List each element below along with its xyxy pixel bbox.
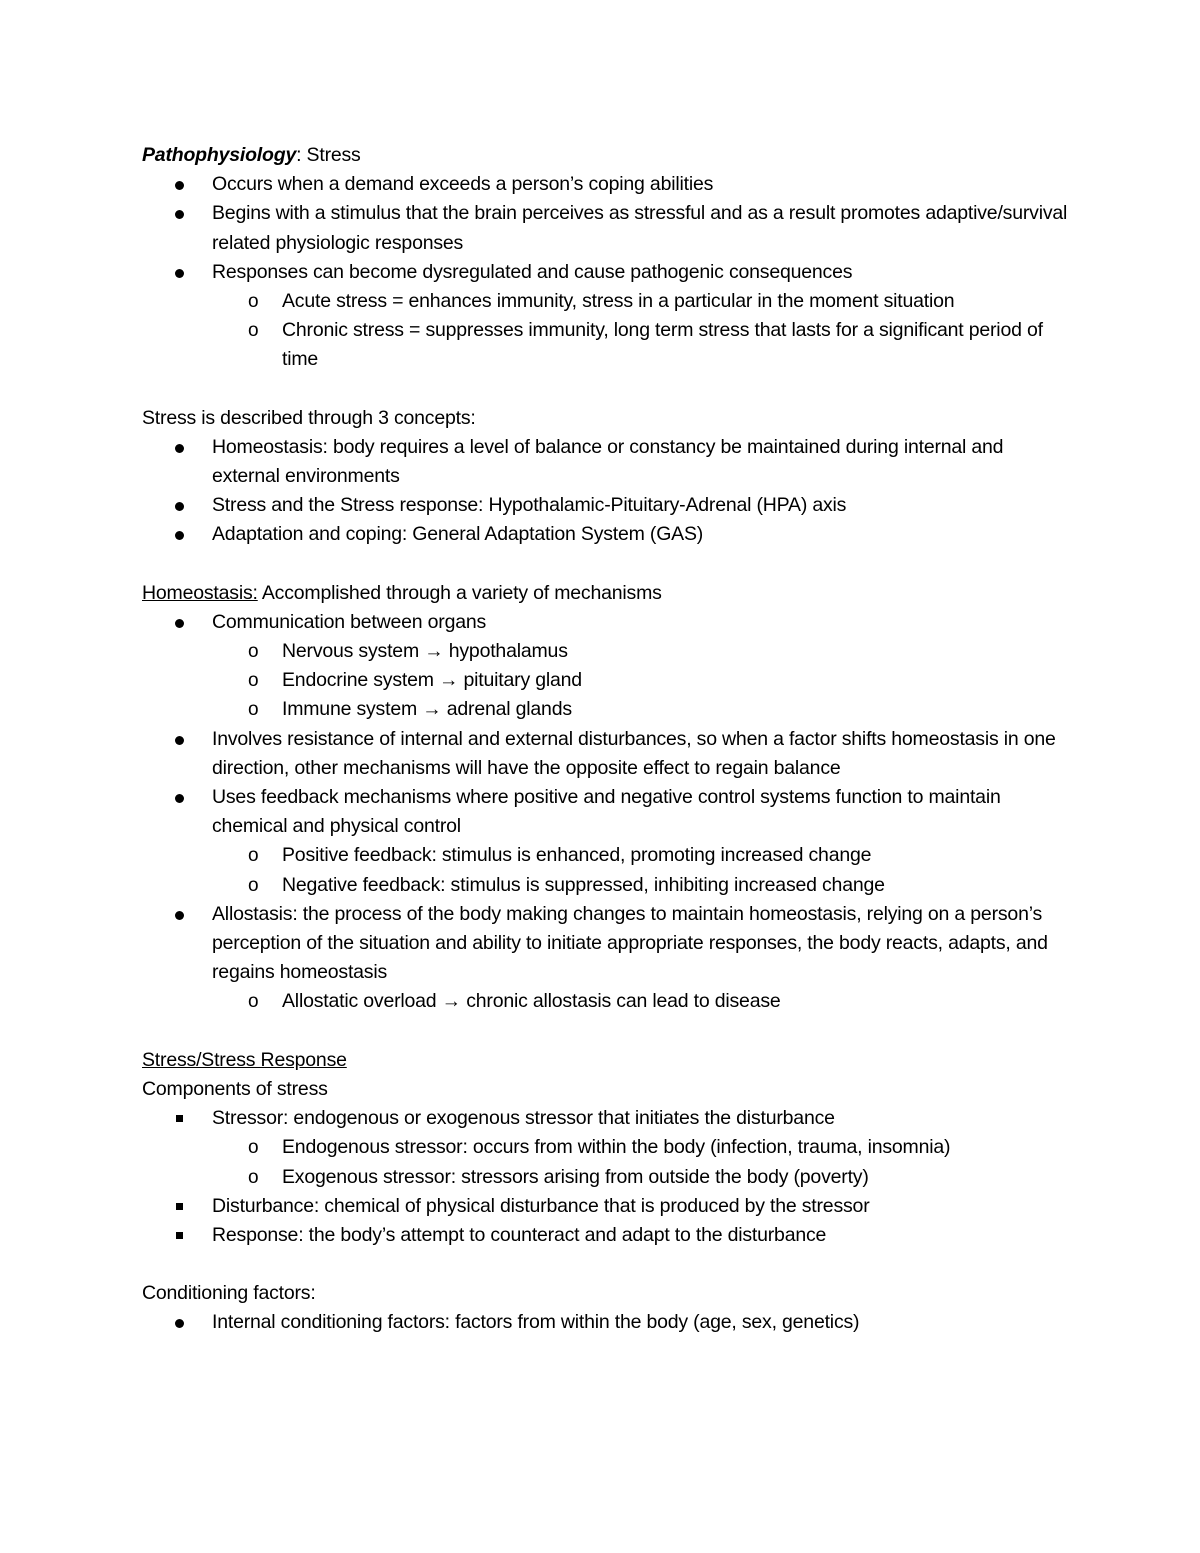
arrow-right-icon: →: [424, 640, 444, 663]
list-item: [142, 725, 1072, 783]
list-item-text: Adaptation and coping: General Adaptation System (GAS): [212, 523, 704, 546]
circle-bullet-icon: o: [248, 670, 259, 692]
sub-list-item-text: Positive feedback: stimulus is enhanced, promoting increased change: [282, 844, 872, 867]
circle-bullet-icon: o: [248, 291, 259, 313]
arrow-right-icon: →: [441, 990, 461, 1013]
circle-bullet-icon: o: [248, 1166, 259, 1188]
bullet-list: [142, 433, 1072, 550]
bullet-icon: [175, 531, 184, 540]
sub-list-item: [212, 841, 1072, 870]
sub-list: [212, 987, 1072, 1016]
list-item: [142, 433, 1072, 491]
list-item-text: Allostasis: the process of the body making changes to maintain homeostasis, relying on a person’s perception of the situation and ability to initiate appropriate responses, the body reacts, adapts, and regains homeostasis: [212, 902, 1048, 984]
section-heading: [142, 579, 1072, 608]
bullet-list: [142, 1308, 1072, 1337]
bullet-icon: [175, 1319, 184, 1328]
list-item-text: Stress and the Stress response: Hypothalamic-Pituitary-Adrenal (HPA) axis: [212, 494, 847, 517]
bullet-icon: [175, 269, 184, 278]
bullet-icon: [175, 619, 184, 628]
list-item-text: Uses feedback mechanisms where positive and negative control systems function to maintain chemical and physical control: [212, 786, 1001, 838]
sub-list: [212, 287, 1072, 375]
section-subheading: Components of stress: [142, 1077, 328, 1100]
sub-list-item-text: chronic allostasis can lead to disease: [460, 990, 781, 1013]
sub-list-item-text: adrenal glands: [441, 698, 572, 721]
square-bullet-icon: [176, 1203, 183, 1210]
document-page: [142, 141, 1072, 1367]
sub-list-item: [212, 316, 1072, 374]
section-conditioning-factors: [142, 1279, 1072, 1337]
sub-list: [212, 841, 1072, 899]
bullet-icon: [175, 736, 184, 745]
arrow-right-icon: →: [422, 698, 442, 721]
list-item: [142, 608, 1072, 725]
bullet-icon: [175, 444, 184, 453]
section-heading: Conditioning factors:: [142, 1282, 316, 1305]
sub-list: [212, 1133, 1072, 1191]
list-item: [142, 491, 1072, 520]
list-item-text: Begins with a stimulus that the brain perceives as stressful and as a result promotes adaptive/survival related physiologic responses: [212, 202, 1068, 254]
list-item: [142, 1104, 1072, 1192]
section-heading: [142, 141, 1072, 170]
sub-list-item-text: Endocrine system: [282, 669, 439, 692]
list-item-text: Homeostasis: body requires a level of balance or constancy be maintained during internal and external environments: [212, 435, 1004, 488]
sub-list-item-text: hypothalamus: [443, 640, 568, 663]
list-item: [142, 1308, 1072, 1337]
sub-list-item-text: pituitary gland: [458, 669, 582, 692]
sub-list-item-text: Endogenous stressor: occurs from within the body (infection, trauma, insomnia): [282, 1136, 951, 1159]
sub-list-item-text: Negative feedback: stimulus is suppressed, inhibiting increased change: [282, 873, 885, 896]
section-homeostasis: [142, 579, 1072, 1017]
list-item-text: Responses can become dysregulated and cause pathogenic consequences: [212, 260, 853, 283]
sub-list-item-text: Allostatic overload: [282, 990, 442, 1013]
list-item: [142, 258, 1072, 375]
list-item-text: Response: the body’s attempt to counteract and adapt to the disturbance: [212, 1223, 827, 1246]
heading-homeostasis: Homeostasis:: [142, 581, 258, 604]
circle-bullet-icon: o: [248, 1137, 259, 1159]
sub-list-item-text: Chronic stress = suppresses immunity, long term stress that lasts for a significant period of time: [282, 319, 1043, 371]
list-item: [142, 1221, 1072, 1250]
heading-pathophysiology: Pathophysiology: [142, 144, 297, 166]
section-concepts: [142, 404, 1072, 550]
circle-bullet-icon: o: [248, 320, 259, 342]
bullet-icon: [175, 911, 184, 920]
square-bullet-icon: [176, 1232, 183, 1239]
sub-list-item: [212, 666, 1072, 695]
circle-bullet-icon: o: [248, 699, 259, 721]
sub-list-item: [212, 1163, 1072, 1192]
square-bullet-list: [142, 1104, 1072, 1250]
list-item-text: Internal conditioning factors: factors from within the body (age, sex, genetics): [212, 1311, 860, 1334]
sub-list: [212, 637, 1072, 725]
square-bullet-icon: [176, 1115, 183, 1122]
sub-list-item: [212, 871, 1072, 900]
section-pathophysiology: [142, 141, 1072, 375]
sub-list-item: [212, 1133, 1072, 1162]
list-item: [142, 520, 1072, 549]
list-item-text: Communication between organs: [212, 610, 487, 633]
circle-bullet-icon: o: [248, 874, 259, 896]
sub-list-item: [212, 695, 1072, 724]
sub-list-item-text: Acute stress = enhances immunity, stress in a particular in the moment situation: [282, 290, 955, 313]
list-item-text: Involves resistance of internal and external disturbances, so when a factor shifts homeostasis in one direction, other mechanisms will have the opposite effect to regain balance: [212, 727, 1056, 779]
sub-list-item-text: Exogenous stressor: stressors arising from outside the body (poverty): [282, 1165, 869, 1188]
section-heading: Stress is described through 3 concepts:: [142, 406, 476, 429]
sub-list-item: [212, 987, 1072, 1016]
circle-bullet-icon: o: [248, 641, 259, 663]
bullet-icon: [175, 794, 184, 803]
circle-bullet-icon: o: [248, 991, 259, 1013]
bullet-icon: [175, 210, 184, 219]
bullet-icon: [175, 181, 184, 190]
bullet-list: [142, 170, 1072, 374]
arrow-right-icon: →: [439, 669, 459, 692]
list-item: [142, 783, 1072, 900]
sub-list-item: [212, 637, 1072, 666]
sub-list-item: [212, 287, 1072, 316]
list-item: [142, 900, 1072, 1017]
section-stress-response: [142, 1046, 1072, 1250]
bullet-list: [142, 608, 1072, 1017]
list-item-text: Stressor: endogenous or exogenous stressor that initiates the disturbance: [212, 1107, 835, 1130]
list-item: [142, 170, 1072, 199]
circle-bullet-icon: o: [248, 845, 259, 867]
sub-list-item-text: Immune system: [282, 698, 423, 721]
list-item: [142, 199, 1072, 257]
list-item-text: Occurs when a demand exceeds a person’s coping abilities: [212, 173, 714, 196]
section-heading: Stress/Stress Response: [142, 1048, 347, 1071]
list-item-text: Disturbance: chemical of physical disturbance that is produced by the stressor: [212, 1194, 870, 1217]
list-item: [142, 1192, 1072, 1221]
heading-rest: : Stress: [296, 144, 361, 166]
heading-rest: Accomplished through a variety of mechanisms: [257, 581, 662, 604]
sub-list-item-text: Nervous system: [282, 640, 425, 663]
bullet-icon: [175, 502, 184, 511]
